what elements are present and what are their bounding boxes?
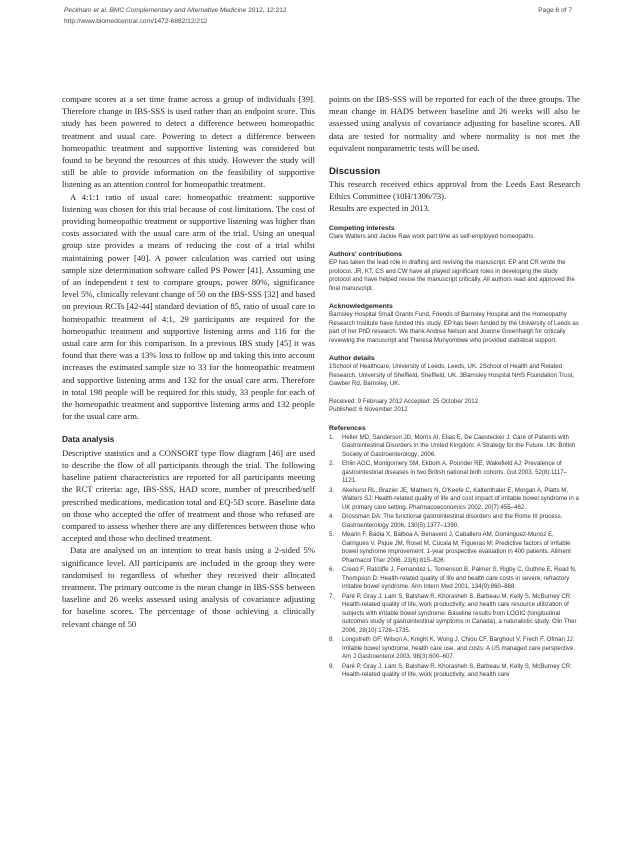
reference-item	[329, 434, 580, 460]
running-header	[64, 6, 394, 27]
reference-item	[329, 513, 580, 530]
reference-number: 6.	[329, 566, 335, 574]
acknowledgements-heading: Acknowledgements	[329, 303, 393, 311]
reference-number: 1.	[329, 433, 335, 441]
citation-journal: Peckham et al. BMC Complementary and Alternative Medicine	[64, 7, 247, 14]
reference-item	[329, 531, 580, 565]
reference-number: 4.	[329, 513, 335, 521]
reference-text: Heller MD, Sanderson JD, Morris AI, Elias E, De Caestecker J: Care of Patients with Gastrointestinal Disorders in the United Kingdom: A Strategy for the Future. UK: British Society of Gastroenterology; 2006.	[342, 433, 576, 458]
reference-text: Drossman DA: The functional gastrointestinal disorders and the Rome III process. Gastroenterology 2006, 130(5):1377–1390.	[342, 513, 563, 529]
body-paragraph: This research received ethics approval from the Leeds East Research Ethics Committee (10H/1306/73).	[329, 179, 580, 202]
citation-volume: 2012, 12:212	[246, 7, 287, 14]
received-accepted-dates: Received: 9 February 2012 Accepted: 25 October 2012	[329, 397, 479, 405]
reference-text: Akehurst RL, Brazier JE, Mathers N, O'Keefe C, Kaltenthaler E, Morgan A, Platts M, Walters SJ: Health-related quality of life and cost impact of irritable bowel syndrome in a UK primary care setting. Pharmacoeconomics 2002, 20(7):455–462.	[342, 486, 579, 511]
body-paragraph: points on the IBS-SSS will be reported for each of the three groups. The mean change in HADS between baseline and 26 weeks will also be assessed using analysis of covariance adjusting for baseline scores. All data are tested for normality and where normality is not met the equivalent nonparametric tests will be used.	[329, 94, 580, 153]
reference-item	[329, 566, 580, 592]
citation-line	[64, 6, 394, 17]
reference-text: Mearin F, Badia X, Balboa A, Benavent J, Caballero AM, Dominguez-Munoz E, Garrigues V, Pique JM, Roset M, Cucala M, Figueras M: Predictive factors of irritable bowel syndrome improvement: 1-year prospective evaluation in 400 patients. Aliment Pharmacol Ther 2006, 23(6):815–826.	[342, 531, 571, 564]
section-heading-data-analysis: Data analysis	[62, 435, 115, 445]
body-paragraph: Descriptive statistics and a CONSORT type flow diagram [46] are used to describe the flow of all participants through the trial. The following baseline patient characteristics are reported for all participants meeting the RCT criteria: age, IBS-SSS, HAD score, number of prescribed/self prescribed medications, medication total and EQ-5D score. Baseline data on those who accepted the offer of treatment and those who refused are compared to assess whether there are any differences between those who accepted and those who declined treatment.	[62, 447, 315, 544]
reference-text: Ehlin AGC, Montgomery SM, Ekbom A, Pounder RE, Wakefield AJ: Prevalence of gastrointestinal diseases in two British national birth cohorts. Gut 2003, 52(8):1117–1121.	[342, 460, 568, 485]
author-details-heading: Author details	[329, 355, 375, 363]
left-column	[62, 93, 315, 630]
acknowledgements-text: Barnsley Hospital Small Grants Fund, Friends of Barnsley Hospital and the Homeopathy Research Institute have funded this study. EP has been funded by the University of Leeds as part of her PhD research. We thank Andrea Nelson and Joanne Greenhalgh for critically reviewing the manuscript and Theresa Munyombwe who provided statistical support.	[329, 311, 579, 344]
author-details-text: 1School of Healthcare, University of Leeds, Leeds, UK. 2School of Health and Related Research, University of Sheffield, Sheffield, UK. 3Barnsley Hospital NHS Foundation Trust, Gawber Rd, Barnsley, UK.	[329, 363, 574, 388]
body-paragraph: Data are analysed on an intention to treat basis using a 2-sided 5% significance level. All participants are included in the group they were randomised to regardless of whether they received their allocated treatment. The primary outcome is the mean change in IBS-SSS between baseline and 26 weeks assessed using analysis of covariance adjusting for baseline scores. The percentage of those achieving a clinically relevant change of 50	[62, 545, 315, 629]
reference-text: Paré P, Gray J, Lam S, Balshaw R, Khorasheh S, Barbeau M, Kelly S, McBurney CR: Health-related quality of life, work productivity, and health care resource utilization of subjects with irritable bowel syndrome: Baseline results from LOGIC (longitudinal outcomes study of gastrointestinal symptoms in Canada), a naturalistic study. Clin Ther 2006, 28(10):1726–1735.	[342, 592, 577, 634]
reference-item	[329, 636, 580, 662]
reference-number: 9.	[329, 662, 335, 670]
reference-list	[329, 434, 580, 680]
page-number: Page 6 of 7	[538, 7, 572, 14]
authors-contributions-heading: Authors' contributions	[329, 251, 402, 259]
published-date: Published: 6 November 2012	[329, 406, 408, 414]
reference-item	[329, 663, 580, 680]
competing-interests-text: Clare Walters and Jackie Raw work part time as self-employed homeopaths.	[329, 232, 536, 240]
body-paragraph: compare scores at a set time frame across a group of individuals [39]. Therefore change in IBS-SSS is used rather than an endpoint score. This study has been powered to detect a difference between homeopathic treatment and usual care. Powering to detect a difference between homeopathic treatment and supportive listening was considered but found to be beyond the resources of this study. However the study will still be able to provide information on the feasibility of supportive listening as an attention control for homeopathic treatment.	[62, 94, 315, 190]
reference-item	[329, 593, 580, 636]
references-heading: References	[329, 424, 366, 432]
authors-contributions-text: EP has taken the lead role in drafting and revising the manuscript. EP and CR wrote the protocol. JR, KT, CS and CW have all played significant roles in developing the study protocol and have helped revise the manuscript critically. All authors read and approved the final manuscript.	[329, 259, 575, 292]
reference-text: Paré P, Gray J, Lam S, Balshaw R, Khorasheh S, Barbeau M, Kelly S, McBurney CR: Health-related quality of life, work productivity, and health care	[342, 662, 572, 679]
reference-number: 5.	[329, 531, 335, 539]
body-paragraph: Results are expected in 2013.	[329, 203, 430, 214]
reference-number: 8.	[329, 636, 335, 644]
body-paragraph: A 4:1:1 ratio of usual care: homeopathic treatment: supportive listening was chosen for this trial because of cost limitations. The cost of providing homeopathic treatment or supportive listening was higher than costs associated with the usual care arm of the trial. Using an unequal group size provides a means of reducing the cost of a trial whilst maintaining power [40]. A power calculation was carried out using sample size determination software called PS Power [41]. Assuming use of an independent t test to compare groups, power 80%, significance level 5%, clinically relevant change of 50 on the IBS-SSS [32] and based on previous RCTs [42-44] standard deviation of 85, ratio of usual care to homeopathic treatment of 4:1, 29 participants are required for the homeopathic treatment and supportive listening arms and 116 for the usual care arm for this comparison. In a previous IBS study [45] it was found that there was a 13% loss to follow up and taking this into account increases the estimated sample size to 33 for the homeopathic treatment and supportive listening arms and 132 for the usual care arm. Therefore in total 198 people will be required for this study, 33 people for each of the homeopathic treatment and supportive listening arms and 132 people for the usual care arm.	[62, 191, 315, 422]
reference-text: Creed F, Ratcliffe J, Fernandez L, Tomenson B, Palmer S, Rigby C, Guthrie E, Read N, Thompson D: Health-related quality of life and health care costs in severe, refractory irritable bowel syndrome. Ann Intern Med 2001, 134(9):860–868.	[342, 566, 577, 591]
reference-number: 3.	[329, 486, 335, 494]
competing-interests-heading: Competing interests	[329, 224, 395, 232]
reference-item	[329, 487, 580, 513]
section-heading-discussion: Discussion	[329, 166, 381, 178]
article-url-link[interactable]: http://www.biomedcentral.com/1472-6882/12/212	[64, 17, 208, 25]
right-column	[329, 93, 580, 681]
reference-number: 7.	[329, 592, 335, 600]
reference-text: Longstreth GF, Wilson A, Knight K, Wong J, Chiou CF, Barghout V, Frech F, Ofman JJ: Irritable bowel syndrome, health care use, and costs: A US managed care perspective. Am J Gastroenterol 2003, 98(3):600–607.	[342, 636, 576, 661]
reference-item	[329, 460, 580, 486]
reference-number: 2.	[329, 460, 335, 468]
